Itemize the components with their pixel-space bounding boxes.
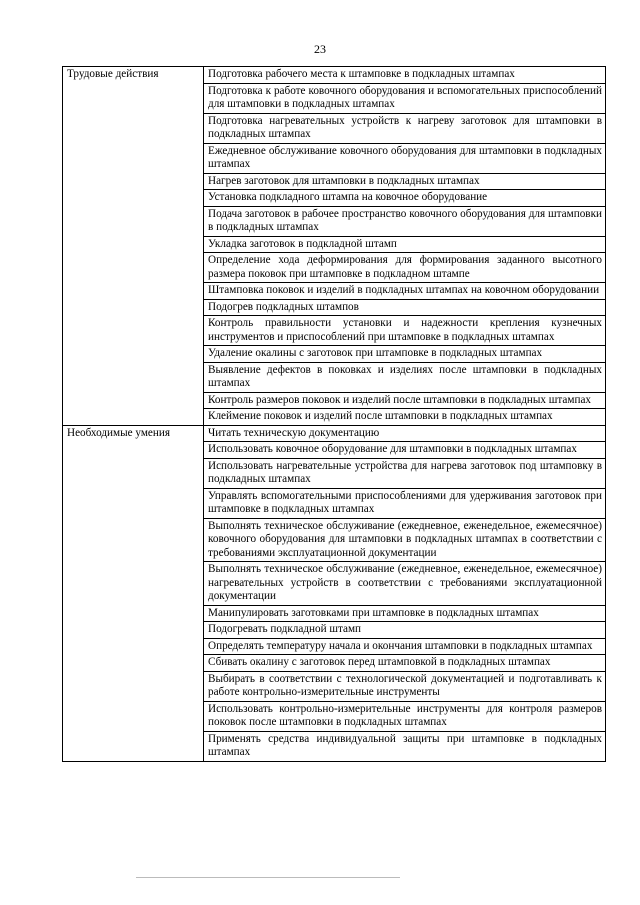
section-item: Читать техническую документацию bbox=[204, 425, 606, 442]
section-item: Использовать ковочное оборудование для штамповки в подкладных штампах bbox=[204, 442, 606, 459]
section-item: Штамповка поковок и изделий в подкладных штампах на ковочном оборудовании bbox=[204, 283, 606, 300]
section-item: Выявление дефектов в поковках и изделиях после штамповки в подкладных штампах bbox=[204, 362, 606, 392]
section-item: Применять средства индивидуальной защиты при штамповке в подкладных штампах bbox=[204, 731, 606, 761]
section-item: Клеймение поковок и изделий после штамповки в подкладных штампах bbox=[204, 409, 606, 426]
section-item: Установка подкладного штампа на ковочное оборудование bbox=[204, 190, 606, 207]
section-item: Выполнять техническое обслуживание (ежедневное, еженедельное, ежемесячное) нагревательных устройств в соответствии с требованиями эксплуатационной документации bbox=[204, 562, 606, 606]
section-item: Манипулировать заготовками при штамповке в подкладных штампах bbox=[204, 605, 606, 622]
page-number: 23 bbox=[314, 42, 326, 56]
section-item: Удаление окалины с заготовок при штамповке в подкладных штампах bbox=[204, 346, 606, 363]
table-row bbox=[63, 425, 606, 442]
section-item: Использовать нагревательные устройства для нагрева заготовок под штамповку в подкладных штампах bbox=[204, 458, 606, 488]
section-item: Использовать контрольно-измерительные инструменты для контроля размеров поковок после штамповки в подкладных штампах bbox=[204, 701, 606, 731]
section-item: Подача заготовок в рабочее пространство ковочного оборудования для штамповки в подкладных штампах bbox=[204, 206, 606, 236]
section-item: Подготовка нагревательных устройств к нагреву заготовок для штамповки в подкладных штампах bbox=[204, 113, 606, 143]
section-item: Подготовка рабочего места к штамповке в подкладных штампах bbox=[204, 67, 606, 84]
competency-table bbox=[62, 66, 606, 762]
section-item: Выбирать в соответствии с технологической документацией и подготавливать к работе контрольно-измерительные инструменты bbox=[204, 671, 606, 701]
section-item: Управлять вспомогательными приспособлениями для удерживания заготовок при штамповке в подкладных штампах bbox=[204, 488, 606, 518]
section-item: Нагрев заготовок для штамповки в подкладных штампах bbox=[204, 173, 606, 190]
competency-table-body bbox=[63, 67, 606, 762]
scan-edge-line bbox=[136, 877, 400, 878]
section-item: Подогревать подкладной штамп bbox=[204, 622, 606, 639]
section-item: Подогрев подкладных штампов bbox=[204, 299, 606, 316]
section-heading: Трудовые действия bbox=[63, 67, 204, 426]
section-item: Определять температуру начала и окончания штамповки в подкладных штампах bbox=[204, 638, 606, 655]
section-item: Ежедневное обслуживание ковочного оборудования для штамповки в подкладных штампах bbox=[204, 143, 606, 173]
section-heading: Необходимые умения bbox=[63, 425, 204, 761]
section-item: Контроль размеров поковок и изделий после штамповки в подкладных штампах bbox=[204, 392, 606, 409]
section-item: Контроль правильности установки и надежности крепления кузнечных инструментов и приспособлений при штамповке в подкладных штампах bbox=[204, 316, 606, 346]
section-item: Определение хода деформирования для формирования заданного высотного размера поковок при штамповке в подкладном штампе bbox=[204, 253, 606, 283]
section-item: Укладка заготовок в подкладной штамп bbox=[204, 236, 606, 253]
section-item: Сбивать окалину с заготовок перед штамповкой в подкладных штампах bbox=[204, 655, 606, 672]
section-item: Подготовка к работе ковочного оборудования и вспомогательных приспособлений для штамповки в подкладных штампах bbox=[204, 83, 606, 113]
section-item: Выполнять техническое обслуживание (ежедневное, еженедельное, ежемесячное) ковочного оборудования для штамповки в подкладных штампах в соответствии с требованиями эксплуатационной документации bbox=[204, 518, 606, 562]
table-row bbox=[63, 67, 606, 84]
